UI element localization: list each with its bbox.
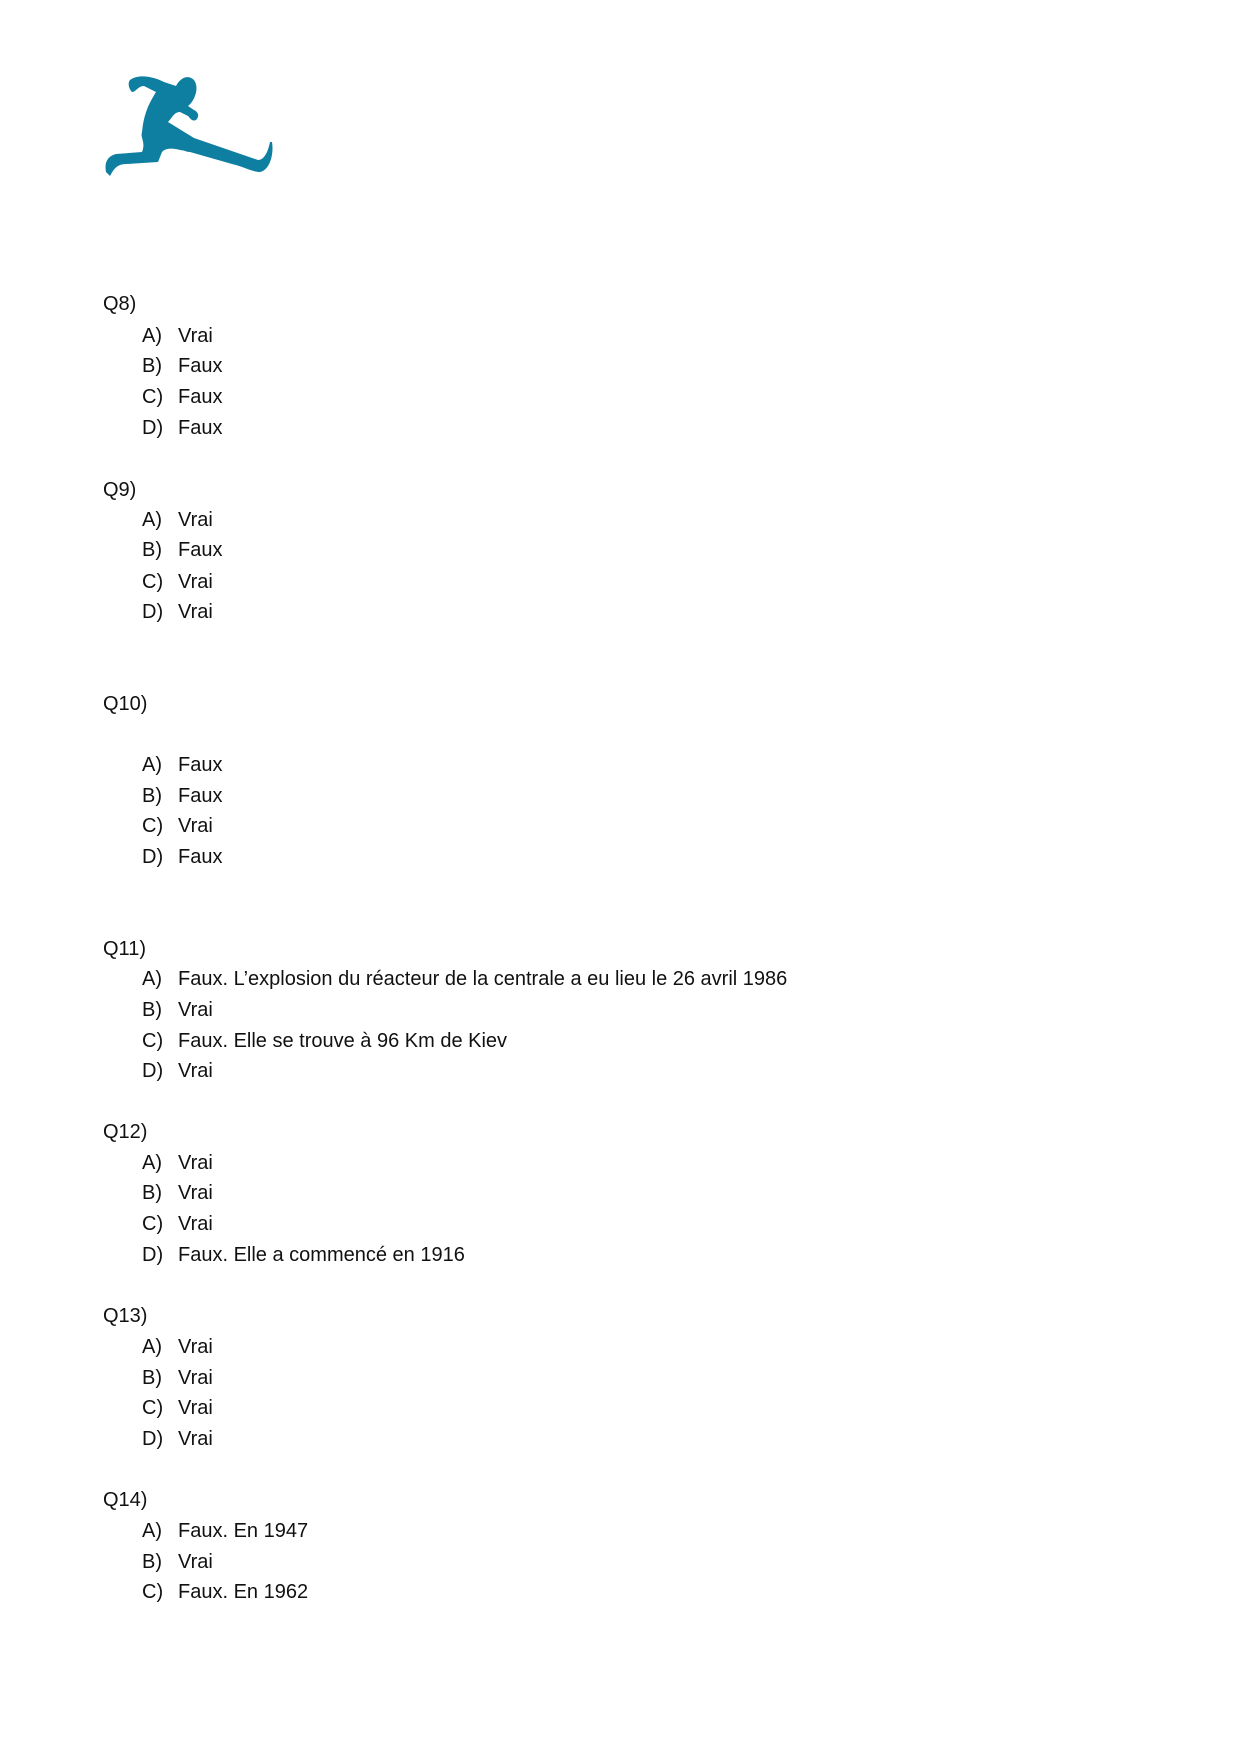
question-label: Q9) (103, 479, 137, 501)
answer-letter: A) (142, 1336, 162, 1358)
answer-letter: D) (142, 1428, 164, 1450)
answer-letter: B) (142, 355, 162, 377)
answer-text: Faux (178, 785, 223, 807)
answer-letter: B) (142, 1551, 162, 1573)
answer-letter: D) (142, 1060, 164, 1082)
answer-text: Vrai (178, 1397, 213, 1419)
answer-letter: C) (142, 815, 164, 837)
answer-text: Faux (178, 417, 223, 439)
answer-text: Vrai (178, 1336, 213, 1358)
answer-text: Vrai (178, 1213, 213, 1235)
question-label: Q12) (103, 1121, 148, 1143)
answer-text: Faux (178, 754, 223, 776)
answer-letter: D) (142, 601, 164, 623)
answer-text: Vrai (178, 509, 213, 531)
answer-text: Faux (178, 846, 223, 868)
answer-text: Faux. En 1947 (178, 1520, 309, 1542)
answer-text: Faux (178, 539, 223, 561)
answer-letter: C) (142, 1397, 164, 1419)
answer-letter: C) (142, 386, 164, 408)
answer-text: Vrai (178, 1152, 213, 1174)
answer-letter: A) (142, 325, 162, 347)
answer-text: Vrai (178, 1182, 213, 1204)
answer-letter: B) (142, 999, 162, 1021)
answer-letter: C) (142, 1581, 164, 1603)
question-label: Q11) (103, 938, 146, 960)
running-figure-icon (102, 72, 282, 176)
question-label: Q13) (103, 1305, 148, 1327)
answer-text: Faux. Elle a commencé en 1916 (178, 1244, 465, 1266)
answer-letter: B) (142, 1367, 162, 1389)
answer-letter: D) (142, 846, 164, 868)
answer-letter: A) (142, 509, 162, 531)
answer-letter: D) (142, 417, 164, 439)
answer-text: Vrai (178, 999, 213, 1021)
answer-text: Vrai (178, 571, 213, 593)
answer-text: Vrai (178, 325, 213, 347)
answer-text: Vrai (178, 1367, 213, 1389)
answer-text: Vrai (178, 1060, 213, 1082)
answer-letter: A) (142, 754, 162, 776)
answer-text: Vrai (178, 1428, 213, 1450)
question-label: Q14) (103, 1489, 148, 1511)
answer-letter: B) (142, 539, 162, 561)
question-label: Q8) (103, 293, 137, 315)
answer-text: Faux. En 1962 (178, 1581, 309, 1603)
answer-letter: B) (142, 785, 162, 807)
answer-text: Faux. Elle se trouve à 96 Km de Kiev (178, 1030, 508, 1052)
answer-text: Faux (178, 386, 223, 408)
question-label: Q10) (103, 693, 148, 715)
answer-letter: A) (142, 1520, 162, 1542)
answer-letter: C) (142, 571, 164, 593)
answer-text: Faux (178, 355, 223, 377)
answer-text: Vrai (178, 1551, 213, 1573)
answer-letter: A) (142, 1152, 162, 1174)
answer-letter: C) (142, 1213, 164, 1235)
answer-letter: C) (142, 1030, 164, 1052)
answer-letter: A) (142, 968, 162, 990)
answer-text: Vrai (178, 815, 213, 837)
answer-letter: B) (142, 1182, 162, 1204)
answer-letter: D) (142, 1244, 164, 1266)
answer-text: Vrai (178, 601, 213, 623)
answer-text: Faux. L’explosion du réacteur de la centrale a eu lieu le 26 avril 1986 (178, 968, 788, 990)
